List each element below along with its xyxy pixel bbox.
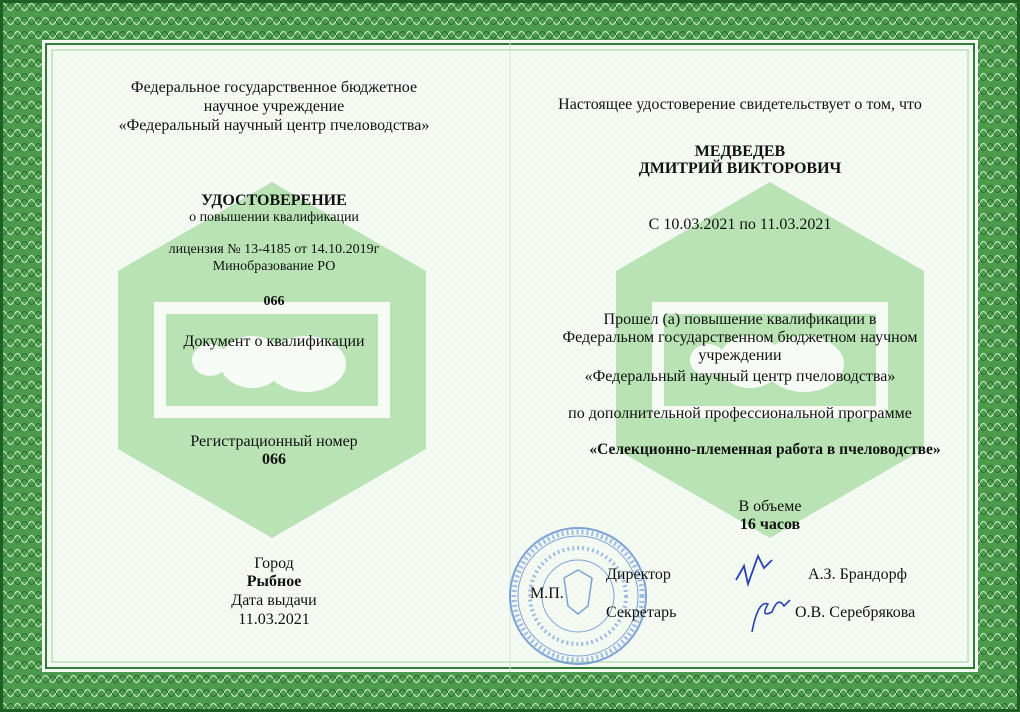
registration-label: Регистрационный номер bbox=[190, 433, 358, 450]
city-label: Город bbox=[254, 555, 294, 572]
document-subtitle: о повышении квалификации bbox=[189, 210, 359, 225]
registration-number: 066 bbox=[262, 451, 286, 468]
seal-place-label: М.П. bbox=[530, 585, 564, 602]
holder-surname: МЕДВЕДЕВ bbox=[694, 143, 786, 160]
program-label: по дополнительной профессиональной программе bbox=[568, 405, 912, 422]
passed-line-1: Прошел (а) повышение квалификации в bbox=[603, 311, 877, 328]
org-line-2: научное учреждение bbox=[203, 98, 345, 115]
license-issuer: Минобразование РО bbox=[212, 259, 336, 274]
director-name: А.З. Брандорф bbox=[808, 566, 907, 583]
program-name: «Селекционно-племенная работа в пчеловодстве» bbox=[589, 441, 941, 458]
document-kind: Документ о квалификации bbox=[183, 333, 365, 350]
license-line: лицензия № 13-4185 от 14.10.2019г bbox=[168, 242, 380, 257]
document-number: 066 bbox=[263, 294, 285, 309]
document-title: УДОСТОВЕРЕНИЕ bbox=[201, 192, 347, 209]
issue-date-value: 11.03.2021 bbox=[238, 611, 310, 628]
passed-line-2: Федеральном государственном бюджетном научном bbox=[562, 329, 918, 346]
volume-label: В объеме bbox=[738, 498, 802, 515]
passed-line-3: учреждении bbox=[698, 347, 782, 364]
org-line-1: Федеральное государственное бюджетное bbox=[130, 79, 418, 96]
training-period: С 10.03.2021 по 11.03.2021 bbox=[648, 216, 832, 233]
volume-value: 16 часов bbox=[739, 516, 801, 533]
holder-name: ДМИТРИЙ ВИКТОРОВИЧ bbox=[638, 160, 842, 177]
passed-line-4: «Федеральный научный центр пчеловодства» bbox=[584, 368, 896, 385]
intro-text: Настоящее удостоверение свидетельствует о том, что bbox=[558, 96, 922, 113]
org-line-3: «Федеральный научный центр пчеловодства» bbox=[118, 117, 430, 134]
issue-date-label: Дата выдачи bbox=[231, 592, 317, 609]
secretary-label: Секретарь bbox=[606, 604, 677, 621]
city-value: Рыбное bbox=[246, 573, 302, 590]
secretary-name: О.В. Серебрякова bbox=[795, 604, 916, 621]
director-label: Директор bbox=[606, 566, 671, 583]
